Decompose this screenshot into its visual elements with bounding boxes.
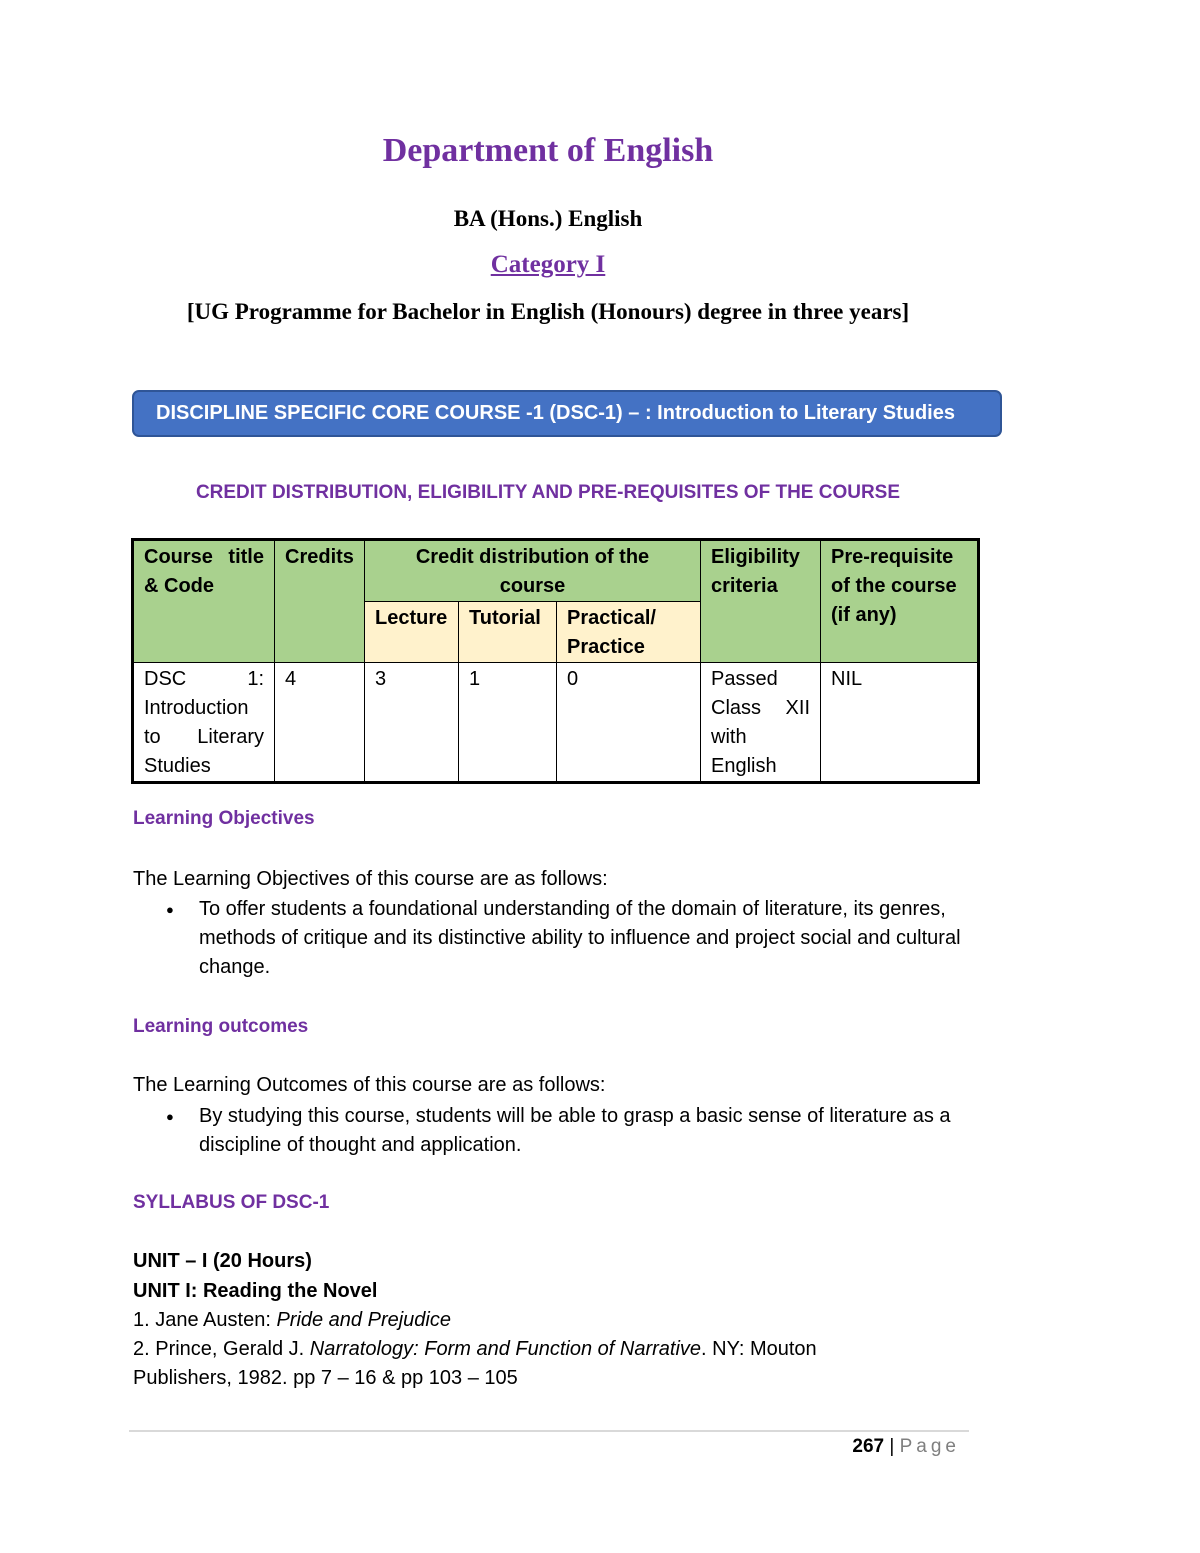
syllabus-heading: SYLLABUS OF DSC-1: [133, 1192, 330, 1213]
cell-credits: [275, 663, 365, 783]
cell-course-title: [133, 663, 275, 783]
list-item: ● To offer students a foundational understanding of the domain of literature, its genres, methods of critique and its distinctive ability to influence and project social and cultural change.: [160, 895, 980, 982]
cell-text: to Literary: [144, 726, 264, 748]
cell-text: English: [711, 755, 777, 777]
header-text: & Code: [144, 575, 214, 597]
cell-text: DSC 1:: [144, 668, 264, 690]
header-prerequisite: [821, 540, 979, 663]
page-label: Page: [899, 1436, 960, 1457]
table-row: [133, 663, 979, 783]
cell-eligibility: [701, 663, 821, 783]
programme-name: BA (Hons.) English: [453, 206, 643, 231]
header-text: Course title: [144, 546, 264, 568]
cell-text: 0: [567, 668, 579, 690]
learning-outcomes-heading: Learning outcomes: [133, 1016, 309, 1037]
page-footer: [0, 1436, 960, 1458]
header-text: Lecture: [375, 607, 448, 629]
header-text: Practice: [567, 636, 645, 658]
objectives-list: [160, 895, 980, 982]
cell-text: 4: [285, 668, 297, 690]
syllabus-item-1: [133, 1306, 993, 1336]
list-item: ● By studying this course, students will be able to grasp a basic sense of literature as a discipline of thought and application.: [160, 1102, 980, 1160]
header-tutorial: [459, 602, 557, 663]
cell-text: Class XII: [711, 697, 811, 719]
table-header-row: [133, 540, 979, 602]
header-practical: [557, 602, 701, 663]
header-text: Practical/: [567, 607, 656, 629]
unit-title: UNIT I: Reading the Novel: [133, 1280, 378, 1302]
department-title: Department of English: [382, 132, 714, 169]
header-text: criteria: [711, 575, 778, 597]
course-banner: DISCIPLINE SPECIFIC CORE COURSE -1 (DSC-1) – : Introduction to Literary Studies: [132, 390, 1002, 437]
programme-description: [UG Programme for Bachelor in English (Honours) degree in three years]: [186, 299, 910, 324]
cell-text: 1: [469, 668, 481, 690]
learning-objectives-heading: Learning Objectives: [133, 808, 315, 829]
header-credits: [275, 540, 365, 663]
cell-text: Introduction: [144, 697, 249, 719]
header-credit-distribution: [365, 540, 701, 602]
category-label: Category I: [490, 251, 606, 278]
outcomes-list: [160, 1102, 980, 1160]
credit-distribution-table: [131, 538, 980, 784]
credit-distribution-heading: CREDIT DISTRIBUTION, ELIGIBILITY AND PRE-REQUISITES OF THE COURSE: [195, 482, 901, 503]
syllabus-item-2: [133, 1335, 993, 1365]
header-course-title: [133, 540, 275, 663]
cell-text: NIL: [831, 668, 863, 690]
objectives-intro: The Learning Objectives of this course are as follows:: [133, 868, 608, 890]
cell-prerequisite: [821, 663, 979, 783]
header-text: Tutorial: [469, 607, 541, 629]
cell-text: with: [711, 726, 747, 748]
cell-text: Studies: [144, 755, 211, 777]
item-suffix: . NY: Mouton: [701, 1338, 817, 1360]
syllabus-item-2-continued: Publishers, 1982. pp 7 – 16 & pp 103 – 105: [133, 1367, 518, 1389]
cell-text: Passed: [711, 668, 778, 690]
item-prefix: 2. Prince, Gerald J.: [133, 1338, 310, 1360]
cell-tutorial: [459, 663, 557, 783]
cell-lecture: [365, 663, 459, 783]
cell-text: 3: [375, 668, 387, 690]
item-title: Pride and Prejudice: [276, 1309, 451, 1331]
header-text: Pre-requisite: [831, 546, 954, 568]
page-number: 267: [852, 1436, 885, 1457]
unit-hours: UNIT – I (20 Hours): [133, 1250, 312, 1272]
header-text: course: [499, 575, 566, 597]
header-text: of the course: [831, 575, 957, 597]
header-text: Credits: [285, 546, 354, 568]
footer-separator: |: [884, 1436, 900, 1457]
item-prefix: 1. Jane Austen:: [133, 1309, 277, 1331]
cell-practical: [557, 663, 701, 783]
item-title: Narratology: Form and Function of Narrative: [309, 1338, 702, 1360]
footer-divider: [129, 1430, 969, 1432]
header-text: Eligibility: [711, 546, 800, 568]
header-text: (if any): [831, 604, 897, 626]
header-text: Credit distribution of the: [415, 546, 650, 568]
outcomes-intro: The Learning Outcomes of this course are as follows:: [133, 1074, 606, 1096]
header-lecture: [365, 602, 459, 663]
header-eligibility: [701, 540, 821, 663]
